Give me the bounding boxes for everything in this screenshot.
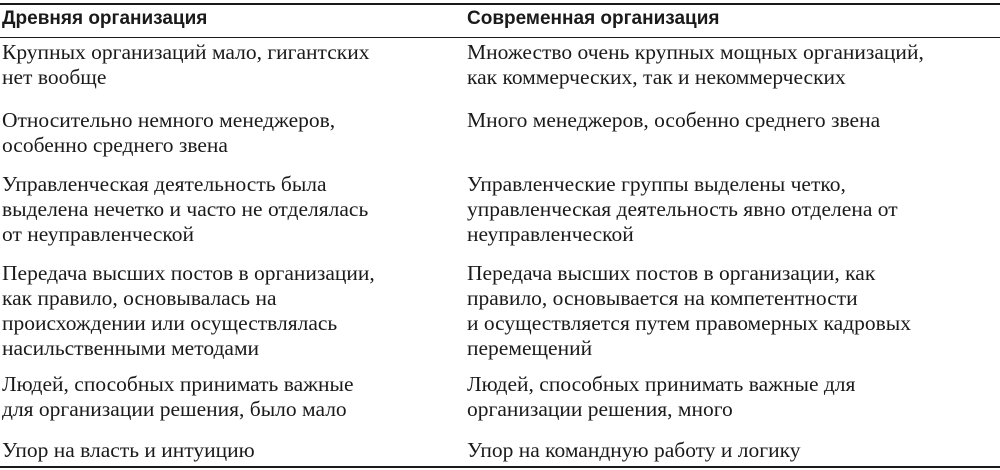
ancient-cell: Управленческая деятельность была выделена нечетко и часто не отделялась от неуправленческой bbox=[2, 172, 369, 246]
ancient-cell: Упор на власть и интуицию bbox=[2, 438, 255, 462]
modern-cell: Множество очень крупных мощных организаций, как коммерческих, так и некоммерческих bbox=[467, 40, 924, 89]
header-ancient-organization: Древняя организация bbox=[2, 8, 208, 29]
modern-cell: Управленческие группы выделены четко, управленческая деятельность явно отделена от неуправленческой bbox=[467, 172, 898, 246]
ancient-cell: Крупных организаций мало, гигантских нет вообще bbox=[2, 40, 370, 89]
ancient-cell: Относительно немного менеджеров, особенно среднего звена bbox=[2, 108, 336, 157]
modern-cell: Много менеджеров, особенно среднего звена bbox=[467, 108, 881, 132]
modern-cell: Передача высших постов в организации, как правило, основывается на компетентности и осуществляется путем правомерных кадровых перемещений bbox=[467, 261, 911, 360]
ancient-cell: Передача высших постов в организации, как правило, основывалась на происхождении или осуществлялась насильственными методами bbox=[2, 261, 375, 360]
ancient-cell: Людей, способных принимать важные для организации решения, было мало bbox=[2, 372, 354, 421]
header-modern-organization: Современная организация bbox=[467, 8, 720, 29]
modern-cell: Упор на командную работу и логику bbox=[467, 438, 801, 462]
table-bottom-rule bbox=[0, 466, 1000, 468]
modern-cell: Людей, способных принимать важные для организации решения, много bbox=[467, 372, 856, 421]
header-divider-rule bbox=[0, 37, 1000, 38]
